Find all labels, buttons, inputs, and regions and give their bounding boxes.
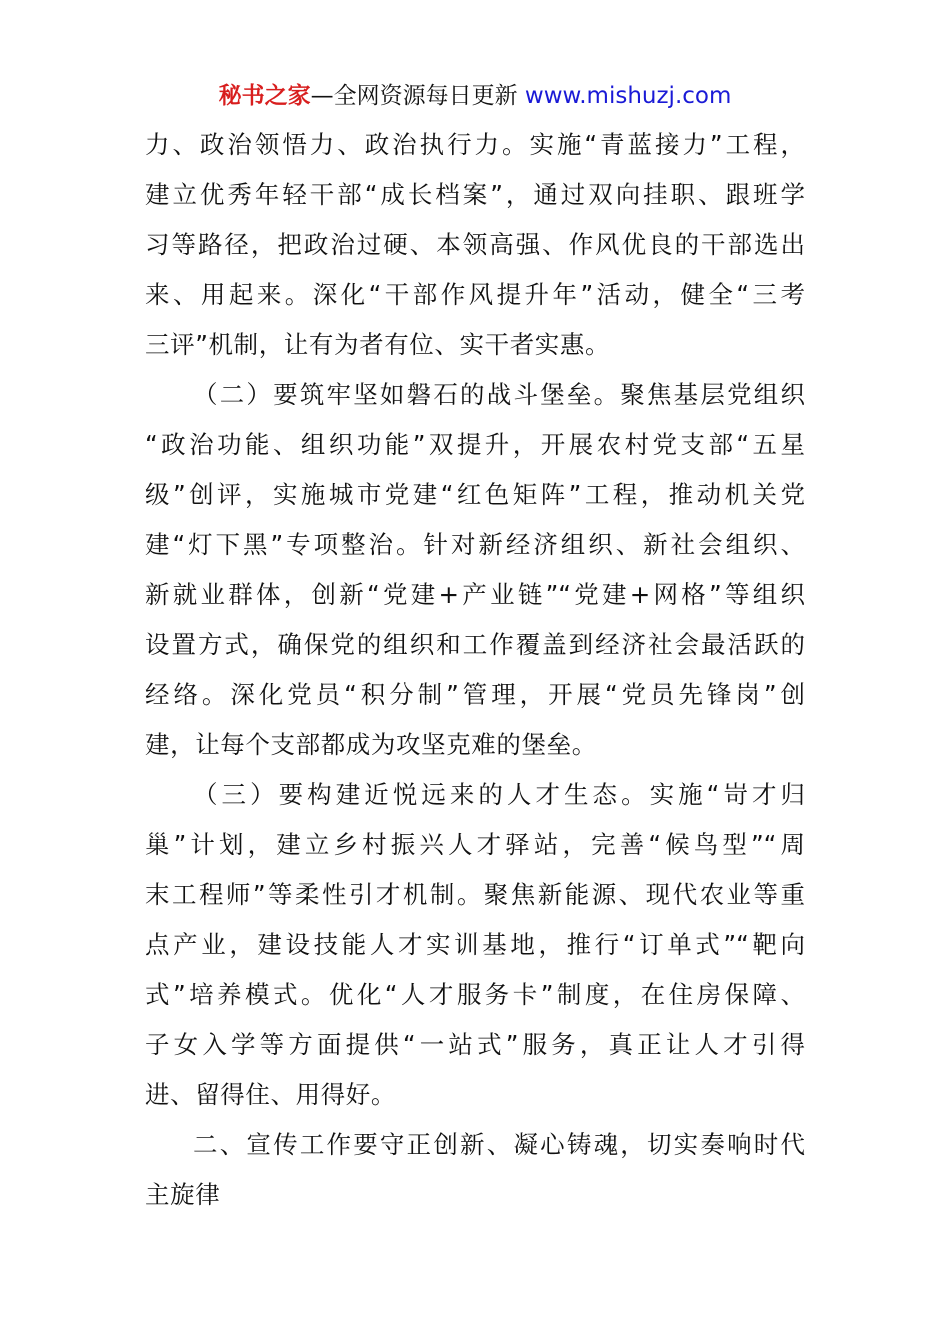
text-line: 巢”计划，建立乡村振兴人才驿站，完善“候鸟型”“周: [145, 830, 805, 859]
text-line: 式”培养模式。优化“人才服务卡”制度，在住房保障、: [145, 980, 805, 1009]
text-line: 新就业群体，创新“党建+产业链”“党建+网格”等组织: [145, 580, 805, 609]
text-line: 力、政治领悟力、政治执行力。实施“青蓝接力”工程，: [145, 130, 805, 159]
site-tagline: —全网资源每日更新: [310, 83, 525, 109]
text-line: 建“灯下黑”专项整治。针对新经济组织、新社会组织、: [145, 530, 805, 559]
section-heading-line: （三）要构建近悦远来的人才生态。实施“岢才归: [193, 780, 805, 809]
text-line: 三评”机制，让有为者有位、实干者实惠。: [145, 330, 611, 359]
text-line: 来、用起来。深化“干部作风提升年”活动，健全“三考: [145, 280, 805, 309]
chapter-heading-line: 主旋律: [145, 1180, 221, 1209]
text-line: 建，让每个支部都成为攻坚克难的堡垒。: [145, 730, 597, 759]
text-line: 点产业，建设技能人才实训基地，推行“订单式”“靶向: [145, 930, 805, 959]
text-line: 末工程师”等柔性引才机制。聚焦新能源、现代农业等重: [145, 880, 805, 909]
text-line: 级”创评，实施城市党建“红色矩阵”工程，推动机关党: [145, 480, 805, 509]
text-line: 习等路径，把政治过硬、本领高强、作风优良的干部选出: [145, 230, 805, 259]
text-line: 经络。深化党员“积分制”管理，开展“党员先锋岗”创: [145, 680, 805, 709]
site-brand: 秘书之家: [218, 83, 311, 109]
section-heading-line: （二）要筑牢坚如磐石的战斗堡垒。聚焦基层党组织: [193, 380, 805, 409]
text-line: “政治功能、组织功能”双提升，开展农村党支部“五星: [145, 430, 805, 459]
text-line: 建立优秀年轻干部“成长档案”，通过双向挂职、跟班学: [145, 180, 805, 209]
text-line: 设置方式，确保党的组织和工作覆盖到经济社会最活跃的: [145, 630, 805, 659]
chapter-heading-line: 二、宣传工作要守正创新、凝心铸魂，切实奏响时代: [193, 1130, 805, 1159]
text-line: 子女入学等方面提供“一站式”服务，真正让人才引得: [145, 1030, 805, 1059]
site-header: [0, 80, 950, 112]
site-url-link[interactable]: www.mishuzj.com: [524, 83, 732, 109]
text-line: 进、留得住、用得好。: [145, 1080, 396, 1109]
document-body: [145, 120, 805, 1220]
